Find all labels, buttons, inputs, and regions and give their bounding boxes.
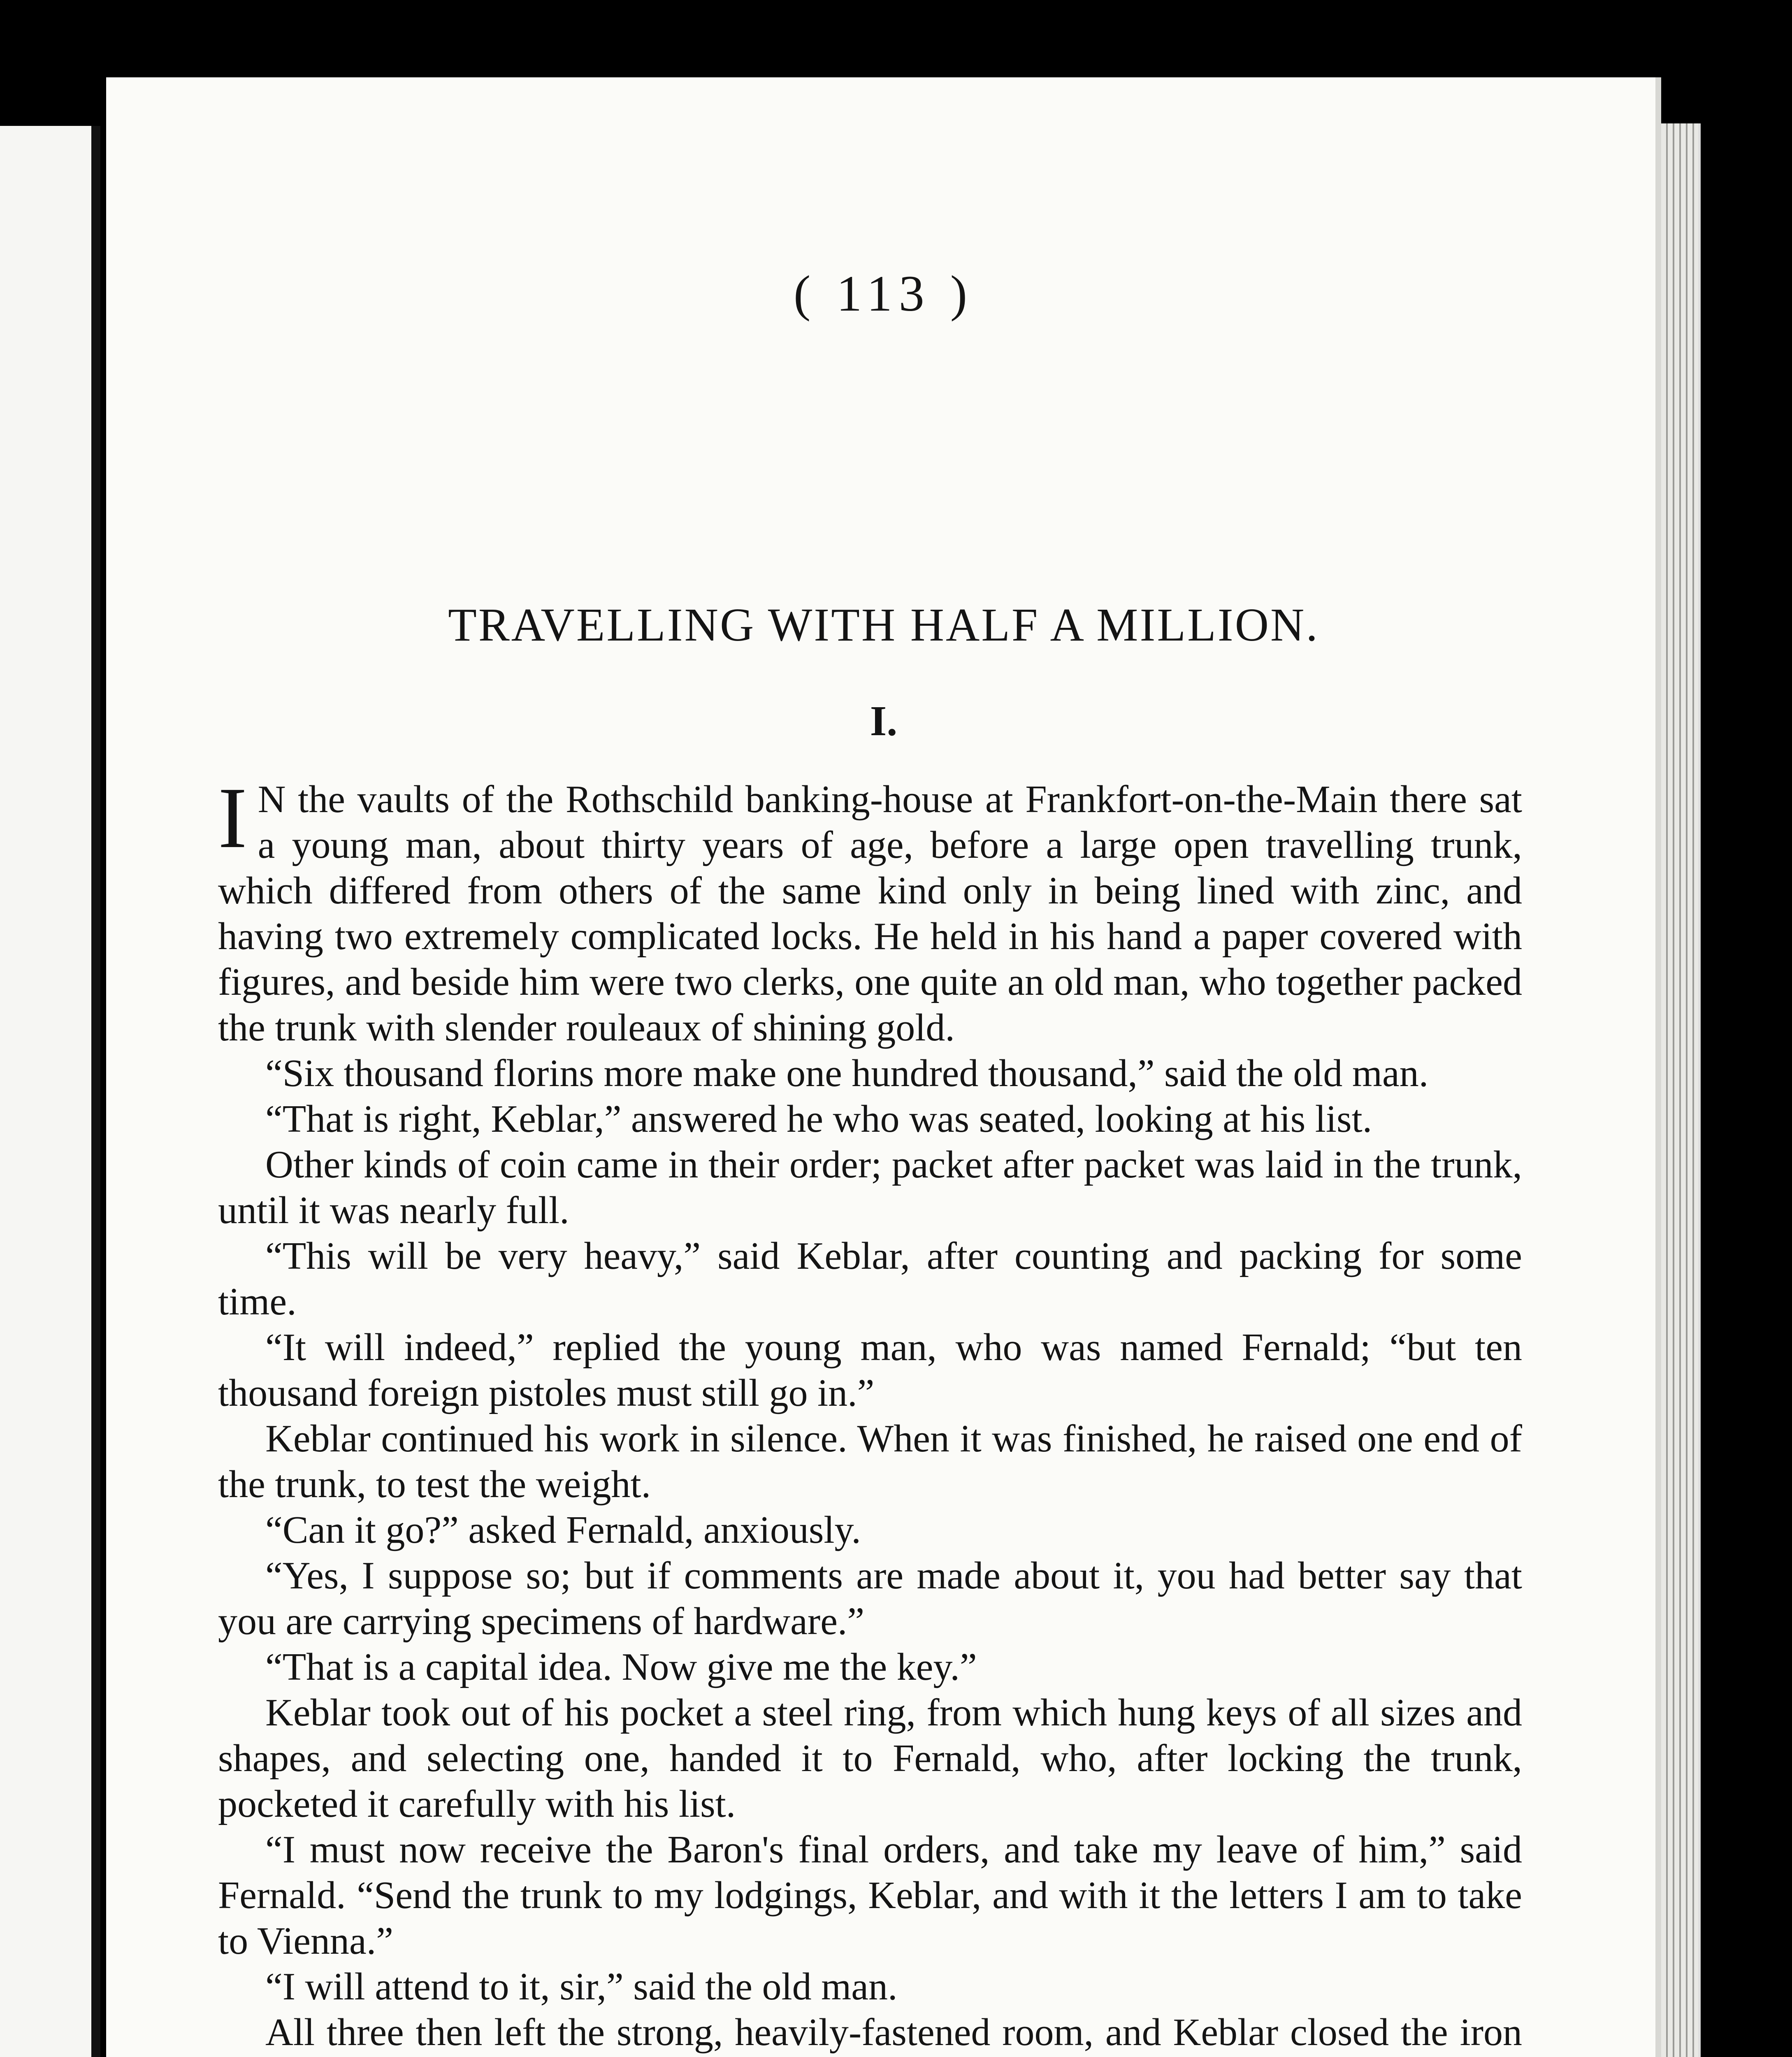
body-text — [218, 769, 1522, 2057]
page-stack-edges — [1661, 123, 1701, 2057]
paragraph: “That is right, Keblar,” answered he who was seated, looking at his list. — [265, 1098, 1372, 1140]
page-number: ( 113 ) — [794, 265, 974, 322]
paragraph-1 — [218, 769, 1522, 1051]
paragraph: Keblar took out of his pocket a steel ring, from which hung keys of all sizes and shapes, and selecting one, handed it to Fernald, who, after locking the trunk, pocketed it carefully with his list. — [218, 1691, 1522, 1825]
paragraph: “Yes, I suppose so; but if comments are made about it, you had better say that you are carrying specimens of hardware.” — [218, 1554, 1522, 1643]
paragraph: “This will be very heavy,” said Keblar, after counting and packing for some time. — [218, 1235, 1522, 1323]
book-page — [106, 77, 1661, 2057]
paragraph: All three then left the strong, heavily-fastened room, and Keblar closed the iron — [265, 2011, 1522, 2054]
chapter-title: TRAVELLING WITH HALF A MILLION. — [448, 599, 1319, 651]
paragraph-text: N the vaults of the Rothschild banking-house at Frankfort-on-the-Main there sat a young man, about thirty years of age, before a large open travelling trunk, which differed from others of the same kind only in being lined with zinc, and having two extremely complicated locks. He held in his hand a paper covered with figures, and beside him were two clerks, one quite an old man, who together packed the trunk with slender rouleaux of shining gold. — [218, 778, 1522, 1049]
paragraph: Keblar continued his work in silence. When it was finished, he raised one end of the trunk, to test the weight. — [218, 1417, 1522, 1506]
paragraph: “I must now receive the Baron's final orders, and take my leave of him,” said Fernald. “Send the trunk to my lodgings, Keblar, and with it the letters I am to take to Vienna.” — [218, 1828, 1522, 1962]
paragraph: “That is a capital idea. Now give me the key.” — [265, 1646, 977, 1688]
paragraph: “Can it go?” asked Fernald, anxiously. — [265, 1509, 861, 1551]
section-number: I. — [870, 697, 898, 745]
paragraph: “It will indeed,” replied the young man, who was named Fernald; “but ten thousand foreign pistoles must still go in.” — [218, 1326, 1522, 1414]
paragraph: “I will attend to it, sir,” said the old man. — [265, 1965, 898, 2008]
drop-cap: I — [218, 769, 247, 866]
paragraph: “Six thousand florins more make one hundred thousand,” said the old man. — [265, 1052, 1429, 1095]
paragraph: Other kinds of coin came in their order; packet after packet was laid in the trunk, until it was nearly full. — [218, 1143, 1522, 1232]
facing-page-edge — [0, 126, 100, 2057]
